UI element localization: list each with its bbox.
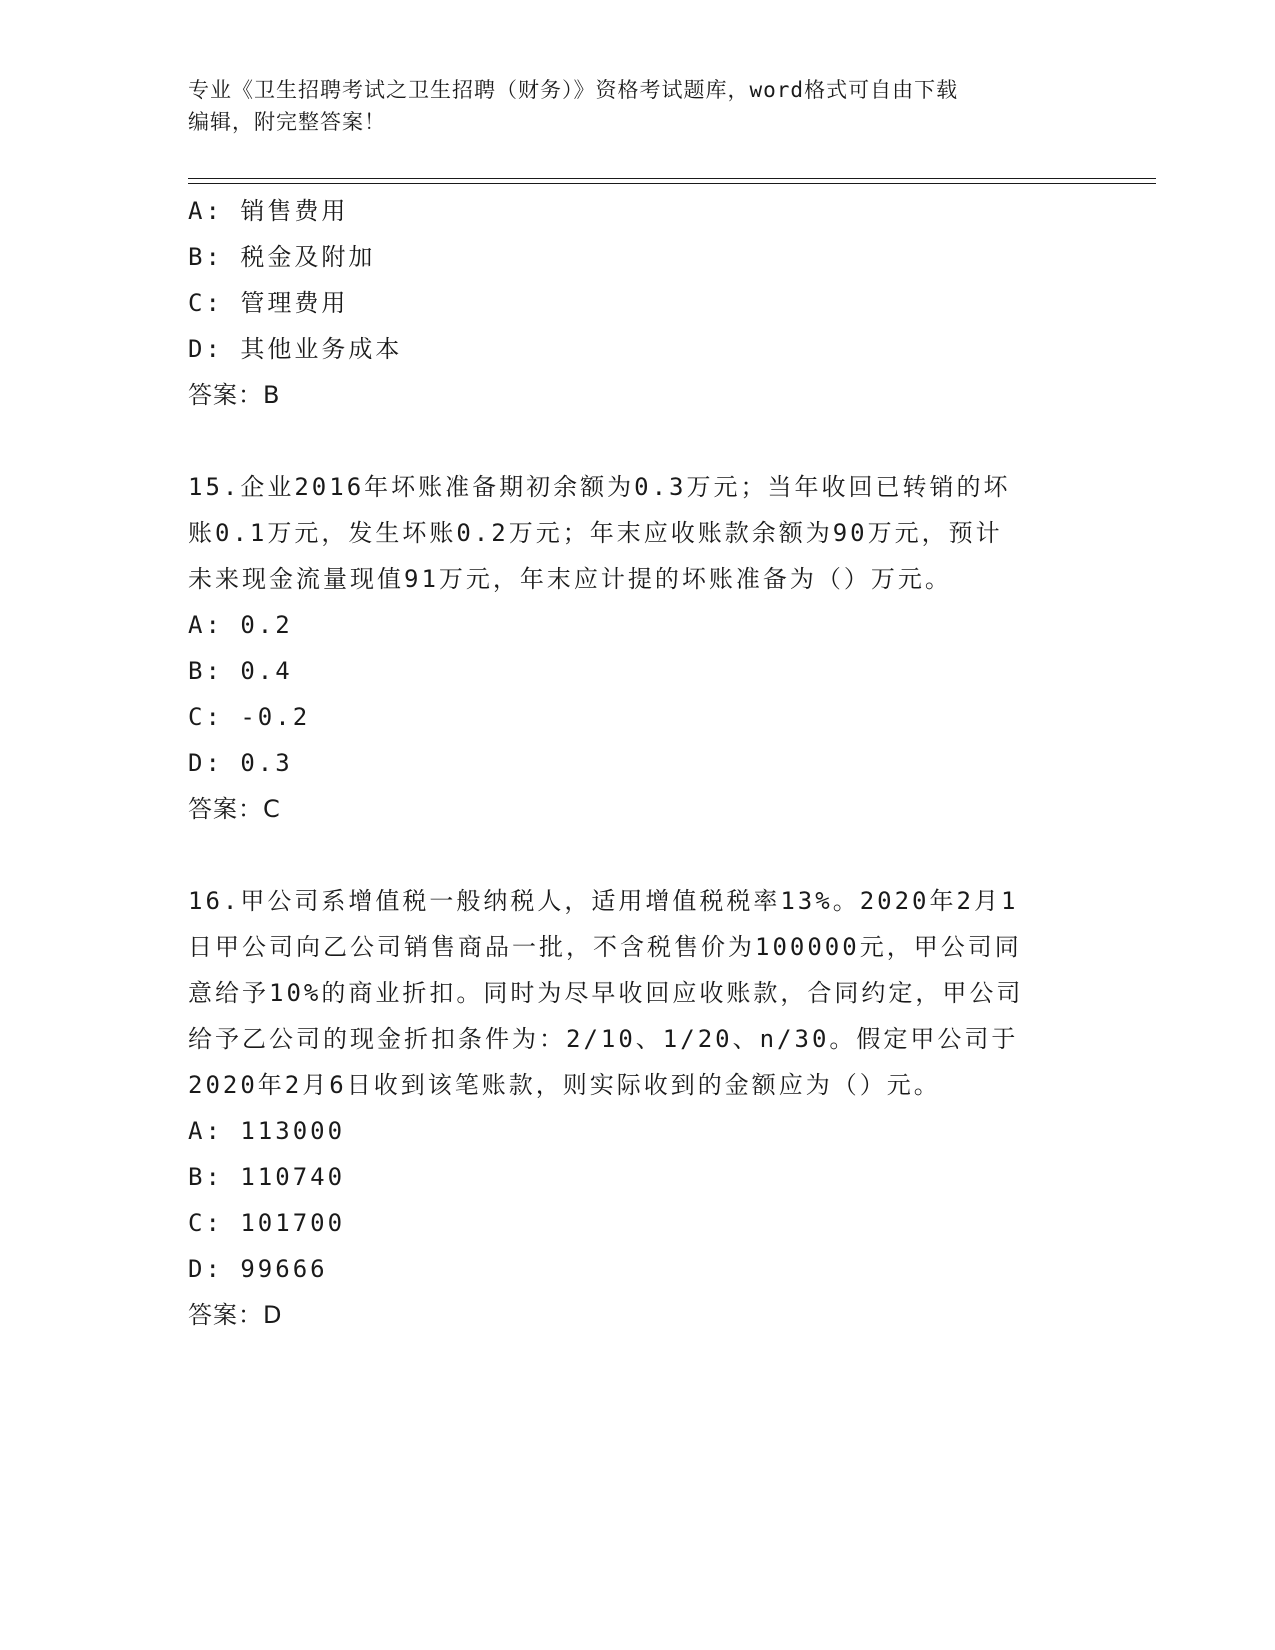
option-a: A: 113000 [188, 1117, 346, 1145]
question-16 [188, 878, 1088, 1338]
question-text-line: 账0.1万元，发生坏账0.2万元；年末应收账款余额为90万元，预计 [188, 519, 1003, 547]
question-text-line: 未来现金流量现值91万元，年末应计提的坏账准备为（）万元。 [188, 565, 952, 593]
header-rule-top [188, 178, 1156, 179]
header-line-2: 编辑，附完整答案！ [188, 110, 386, 134]
answer: 答案：B [188, 381, 281, 409]
option-d: D: 99666 [188, 1255, 328, 1283]
answer: 答案：C [188, 795, 281, 823]
option-d: D: 0.3 [188, 749, 293, 777]
question-text-line: 给予乙公司的现金折扣条件为：2/10、1/20、n/30。假定甲公司于 [188, 1025, 1019, 1053]
question-text-line: 2020年2月6日收到该笔账款，则实际收到的金额应为（）元。 [188, 1071, 941, 1099]
question-text-line: 15.企业2016年坏账准备期初余额为0.3万元；当年收回已转销的坏 [188, 473, 1011, 501]
header-rule-bottom [188, 183, 1156, 184]
question-14 [188, 188, 1088, 418]
option-a: A: 销售费用 [188, 197, 349, 225]
option-b: B: 0.4 [188, 657, 293, 685]
document-header [188, 74, 1088, 138]
option-c: C: -0.2 [188, 703, 311, 731]
question-list [188, 188, 1088, 1338]
spacer [188, 832, 1088, 878]
spacer [188, 418, 1088, 464]
option-d: D: 其他业务成本 [188, 335, 403, 363]
option-c: C: 管理费用 [188, 289, 349, 317]
question-text-line: 16.甲公司系增值税一般纳税人，适用增值税税率13%。2020年2月1 [188, 887, 1019, 915]
question-text-line: 日甲公司向乙公司销售商品一批，不含税售价为100000元，甲公司同 [188, 933, 1022, 961]
option-a: A: 0.2 [188, 611, 293, 639]
answer: 答案：D [188, 1301, 283, 1329]
question-text-line: 意给予10%的商业折扣。同时为尽早收回应收账款，合同约定，甲公司 [188, 979, 1024, 1007]
question-15 [188, 464, 1088, 832]
option-b: B: 税金及附加 [188, 243, 376, 271]
header-line-1: 专业《卫生招聘考试之卫生招聘（财务）》资格考试题库，word格式可自由下载 [188, 78, 959, 102]
option-b: B: 110740 [188, 1163, 346, 1191]
option-c: C: 101700 [188, 1209, 346, 1237]
